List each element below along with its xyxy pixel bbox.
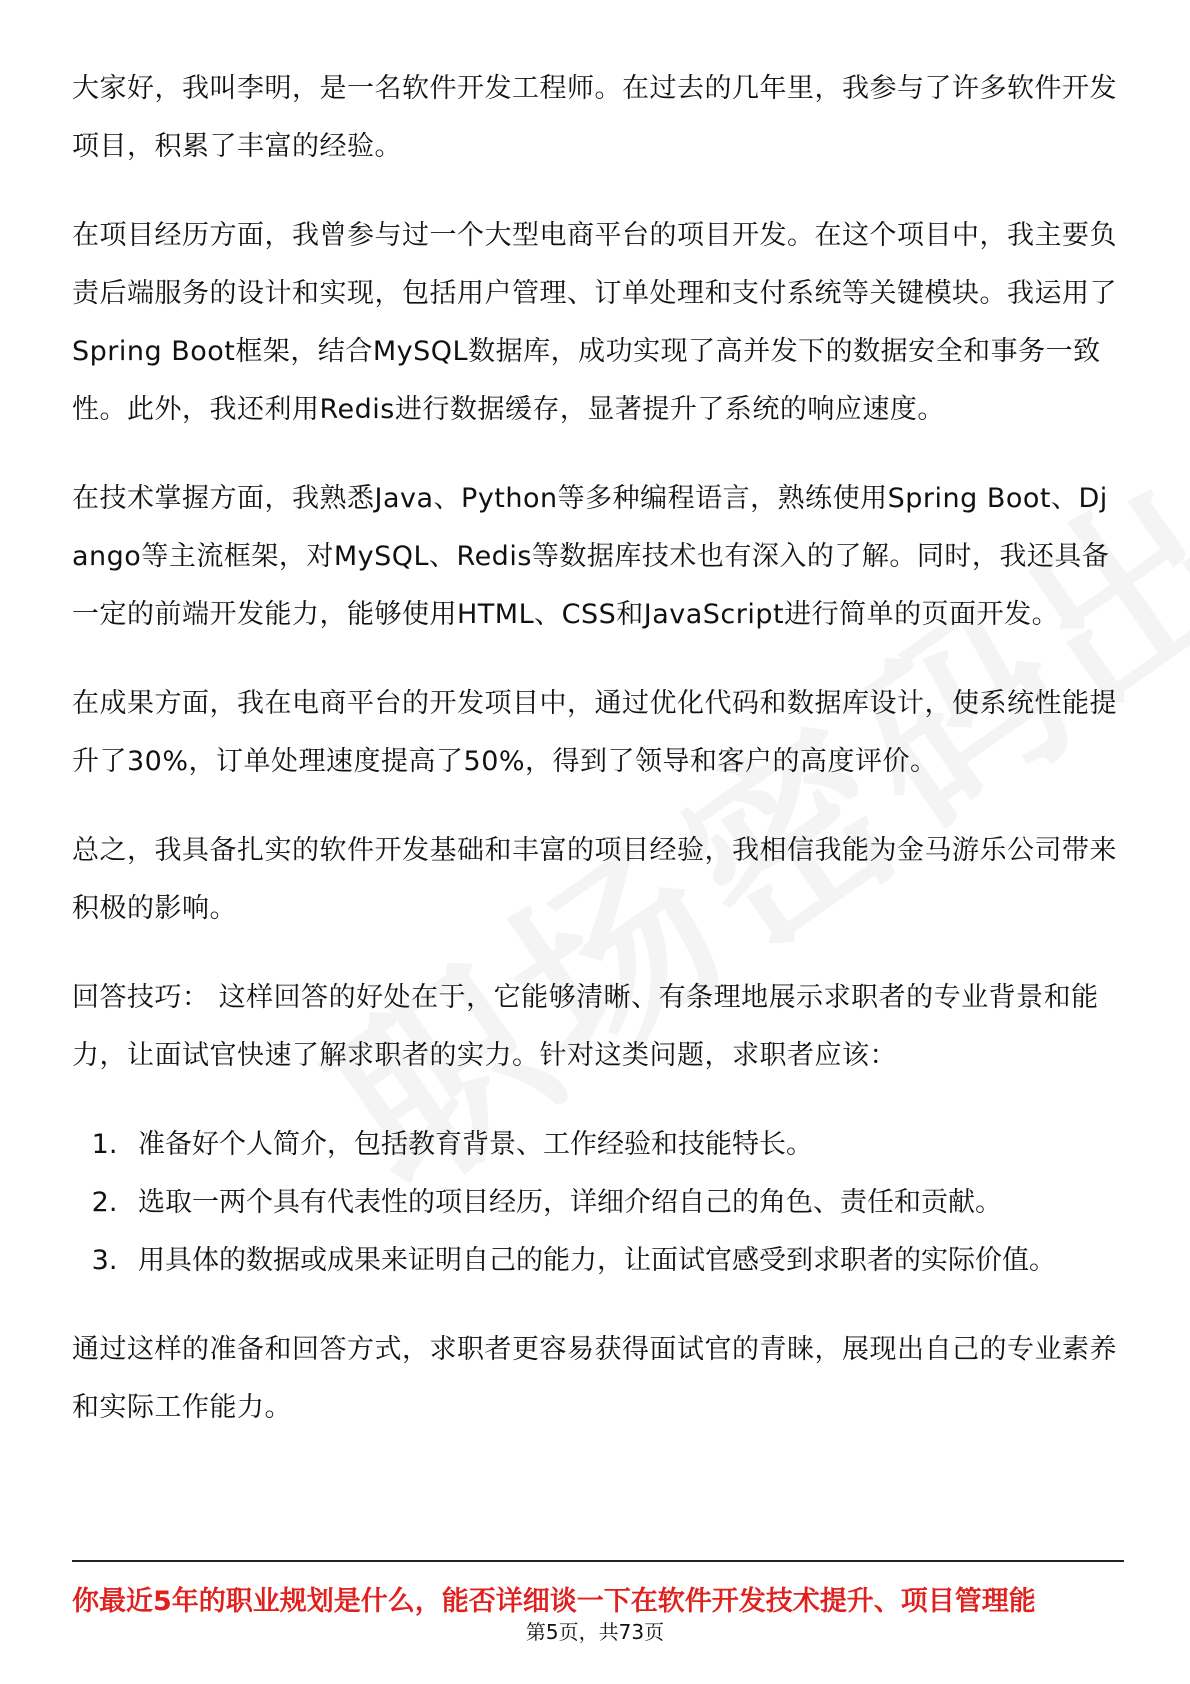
closing-paragraph: 通过这样的准备和回答方式，求职者更容易获得面试官的青睐，展现出自己的专业素养和实际工作能力。 — [72, 1334, 1117, 1423]
list-item: 2. 选取一两个具有代表性的项目经历，详细介绍自己的角色、责任和贡献。 — [126, 1174, 1124, 1232]
achievements-paragraph: 在成果方面，我在电商平台的开发项目中，通过优化代码和数据库设计，使系统性能提升了30%，订单处理速度提高了50%，得到了领导和客户的高度评价。 — [72, 688, 1117, 777]
tech-skills-paragraph: 在技术掌握方面，我熟悉Java、Python等多种编程语言，熟练使用Spring Boot、Django等主流框架，对MySQL、Redis等数据库技术也有深入的了解。同时，我还具备一定的前端开发能力，能够使用HTML、CSS和JavaScript进行简单的页面开发。 — [72, 483, 1110, 630]
list-item: 3. 用具体的数据或成果来证明自己的能力，让面试官感受到求职者的实际价值。 — [126, 1232, 1124, 1290]
answer-content — [72, 60, 1124, 1468]
summary-paragraph: 总之，我具备扎实的软件开发基础和丰富的项目经验，我相信我能为金马游乐公司带来积极的影响。 — [72, 835, 1117, 924]
page-footer: 第5页，共73页 — [525, 1620, 665, 1644]
section-divider — [72, 1560, 1124, 1562]
list-item: 1. 准备好个人简介，包括教育背景、工作经验和技能特长。 — [126, 1116, 1124, 1174]
answer-tips-paragraph: 回答技巧： 这样回答的好处在于，它能够清晰、有条理地展示求职者的专业背景和能力，让面试官快速了解求职者的实力。针对这类问题，求职者应该： — [72, 982, 1099, 1071]
intro-paragraph: 大家好，我叫李明，是一名软件开发工程师。在过去的几年里，我参与了许多软件开发项目，积累了丰富的经验。 — [72, 73, 1117, 162]
next-question-heading: 你最近5年的职业规划是什么，能否详细谈一下在软件开发技术提升、项目管理能 — [72, 1586, 1036, 1617]
project-experience-paragraph: 在项目经历方面，我曾参与过一个大型电商平台的项目开发。在这个项目中，我主要负责后端服务的设计和实现，包括用户管理、订单处理和支付系统等关键模块。我运用了Spring Boot框架，结合MySQL数据库，成功实现了高并发下的数据安全和事务一致性。此外，我还利用Redis进行数据缓存，显著提升了系统的响应速度。 — [72, 220, 1117, 425]
tips-list — [72, 1116, 1124, 1290]
